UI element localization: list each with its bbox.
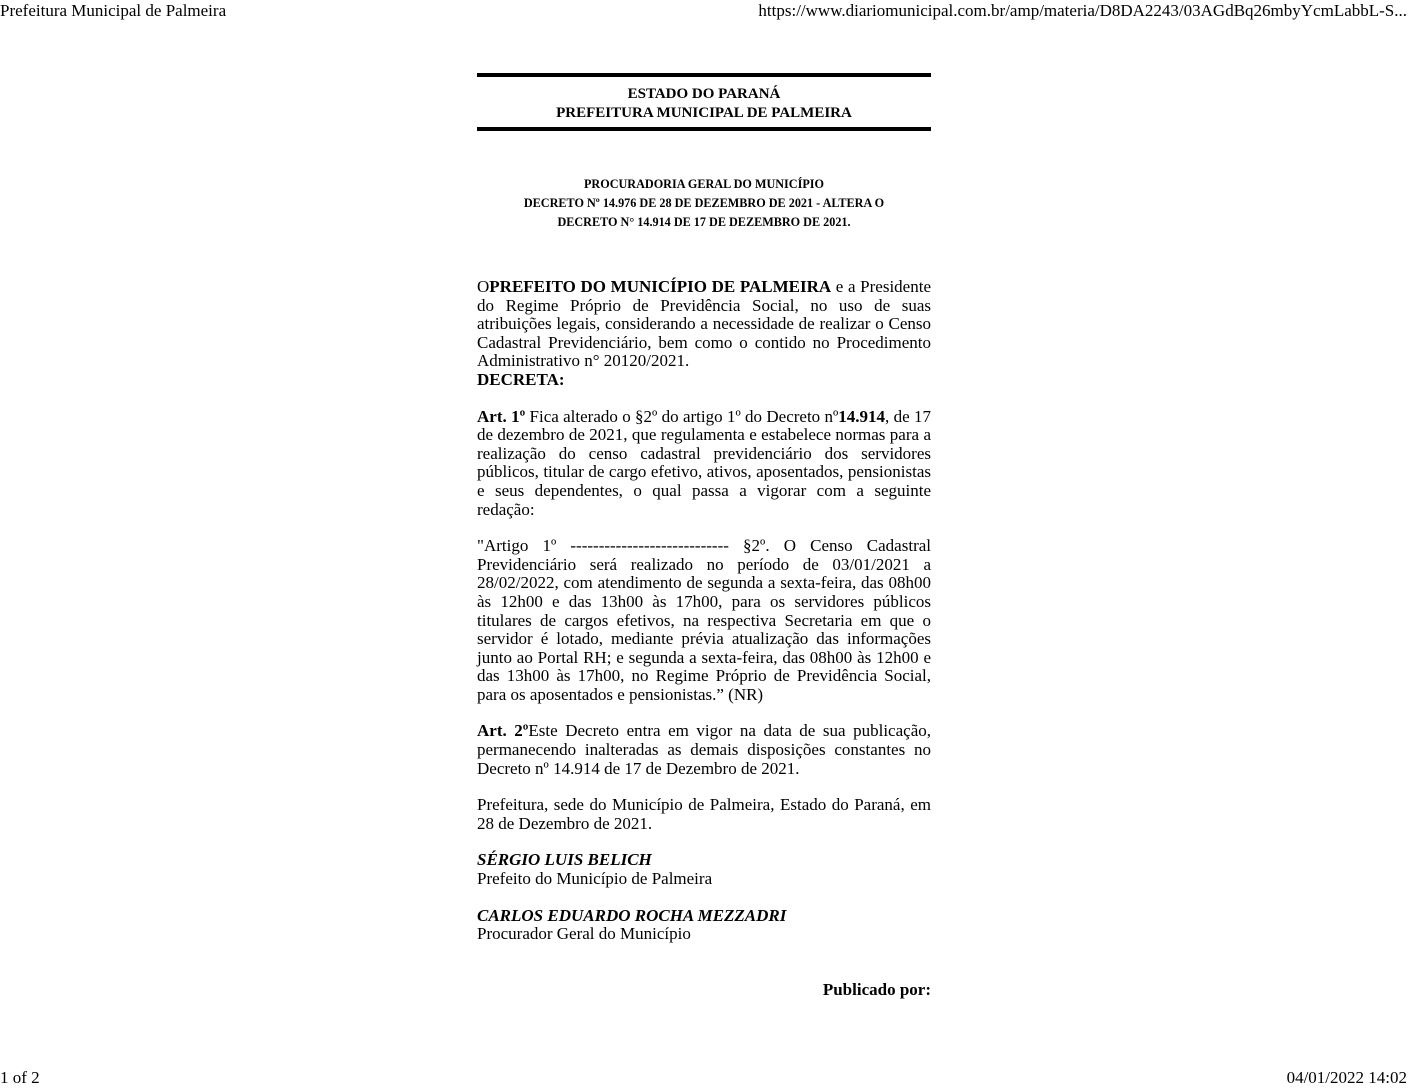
preamble-first-letter: O [477, 277, 490, 296]
preamble-text: e a Presidente do Regime Próprio de Previdência Social, no uso de suas atribuições legais, considerando a necessidade de realizar o Censo Cadastral Previdenciário, bem como o contido no Procedimento Administrativo n° 20120/2021. [477, 277, 931, 371]
letterhead [477, 77, 931, 127]
decree-heading [477, 175, 931, 232]
preamble-authority: PREFEITO DO MUNICÍPIO DE PALMEIRA [489, 277, 832, 296]
letterhead-bottom-rule [477, 127, 931, 131]
office-name: PROCURADORIA GERAL DO MUNICÍPIO [583, 177, 825, 191]
decree-title-line-2: DECRETO N° 14.914 DE 17 DE DEZEMBRO DE 2021. [557, 215, 851, 229]
print-footer-datetime: 04/01/2022 14:02 [1286, 1068, 1407, 1087]
article-2-label: Art. 2º [477, 721, 529, 741]
article-2-text: Este Decreto entra em vigor na data de sua publicação, permanecendo inalteradas as demais disposições constantes no Decreto nº 14.914 de 17 de Dezembro de 2021. [477, 721, 931, 778]
print-header-title: Prefeitura Municipal de Palmeira [0, 1, 227, 20]
letterhead-state: ESTADO DO PARANÁ [627, 86, 781, 102]
article-1-text-a: Fica alterado o §2º do artigo 1º do Decreto nº [525, 406, 839, 426]
quoted-article: "Artigo 1º ---------------------------- §2º. O Censo Cadastral Previdenciário será realizado no período de 03/01/2021 a 28/02/2022, com atendimento de segunda a sexta-feira, das 08h00 às 12h00 e das 13h00 às 17h00, para os servidores públicos titulares de cargos efetivos, na respectiva Secretaria em que o servidor é lotado, mediante prévia atualização das informações junto ao Portal RH; e segunda a sexta-feira, das 08h00 às 12h00 e das 13h00 às 17h00, no Regime Próprio de Previdência Social, para os aposentados e pensionistas.” (NR) [477, 536, 931, 704]
signature-1-name: SÉRGIO LUIS BELICH [477, 850, 652, 870]
preamble-paragraph [477, 278, 931, 371]
decreta-heading: DECRETA: [477, 369, 565, 389]
decree-document [477, 73, 931, 999]
signature-2-name: CARLOS EDUARDO ROCHA MEZZADRI [477, 905, 787, 925]
article-1-decree-number: 14.914 [838, 406, 886, 426]
print-footer-page: 1 of 2 [0, 1068, 40, 1087]
decree-title-line-1: DECRETO Nº 14.976 DE 28 DE DEZEMBRO DE 2021 - ALTERA O [523, 196, 885, 210]
article-1-text-b: , de 17 de dezembro de 2021, que regulamenta e estabelece normas para a realização do censo cadastral previdenciário dos servidores públicos, titular de cargo efetivo, ativos, aposentados, pensionistas e seus dependentes, o qual passa a vigorar com a seguinte redação: [477, 406, 931, 519]
article-2 [477, 722, 931, 778]
published-by-label: Publicado por: [822, 979, 931, 999]
signature-2 [477, 907, 931, 944]
article-1 [477, 408, 931, 520]
signature-1 [477, 851, 931, 888]
print-header-url: https://www.diariomunicipal.com.br/amp/materia/D8DA2243/03AGdBq26mbyYcmLabbL-S... [758, 1, 1407, 20]
letterhead-prefecture: PREFEITURA MUNICIPAL DE PALMEIRA [556, 105, 852, 121]
closing-paragraph: Prefeitura, sede do Município de Palmeira, Estado do Paraná, em 28 de Dezembro de 2021. [477, 795, 931, 833]
signature-1-role: Prefeito do Município de Palmeira [477, 869, 713, 889]
article-1-label: Art. 1º [477, 406, 526, 426]
signature-2-role: Procurador Geral do Município [477, 924, 691, 944]
